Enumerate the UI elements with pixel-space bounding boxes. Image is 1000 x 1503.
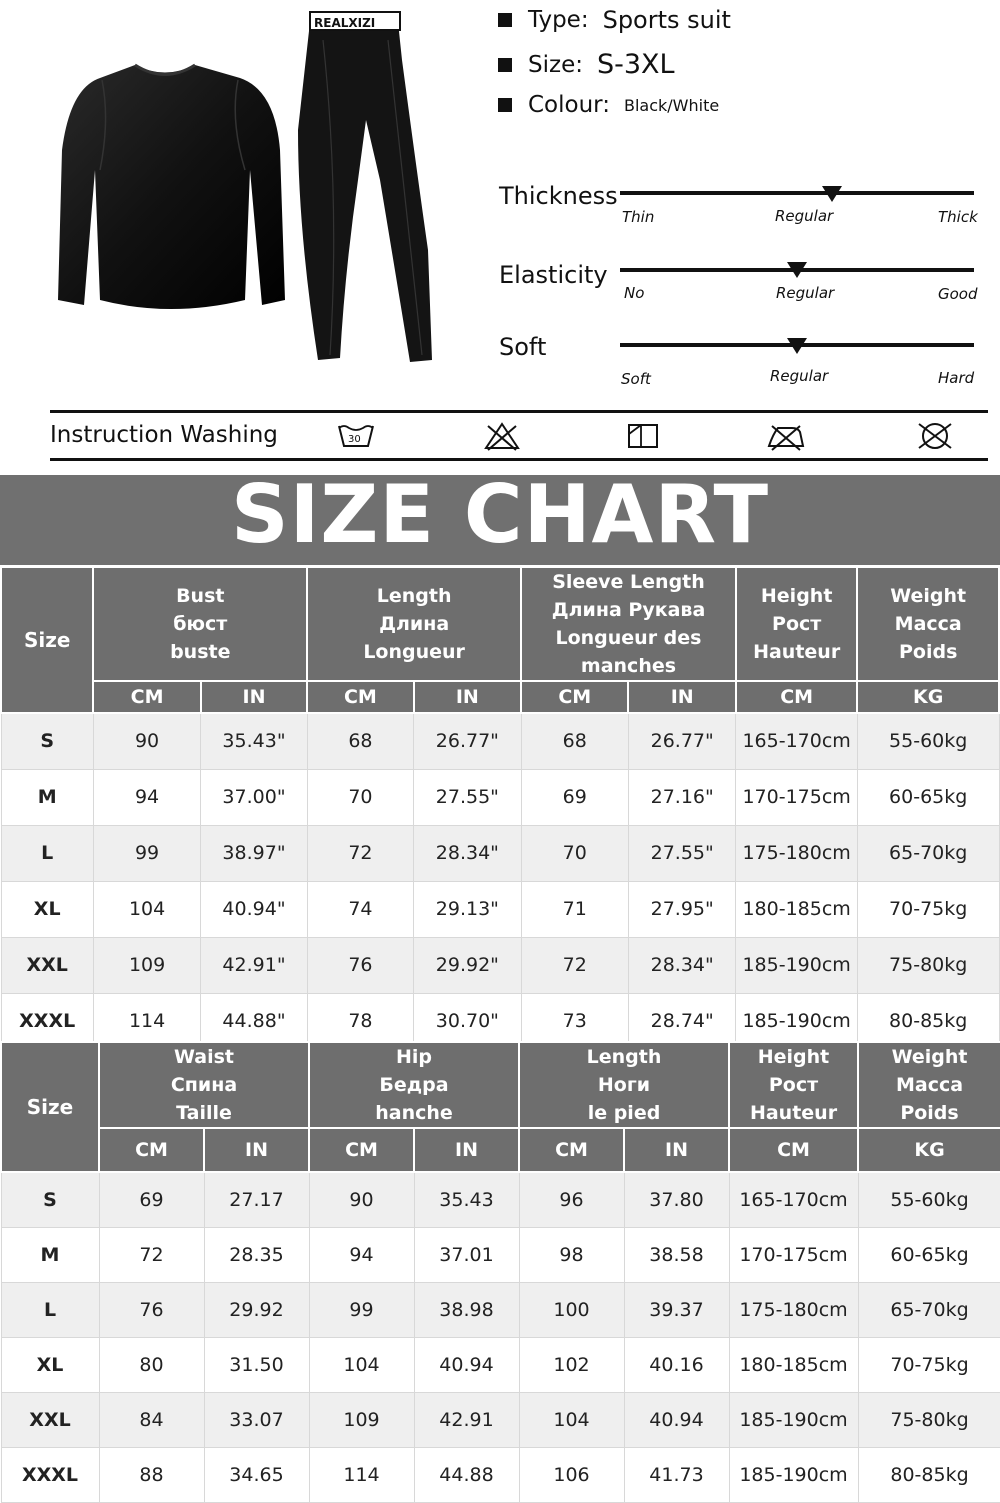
table-cell: 70	[521, 825, 628, 881]
table-cell: 34.65	[204, 1447, 309, 1502]
unit-header: CM	[93, 681, 200, 713]
table-cell: 185-190cm	[736, 993, 857, 1049]
weight-header	[858, 1042, 1000, 1128]
spec-size	[498, 49, 675, 80]
table-cell: 72	[521, 937, 628, 993]
header-line: Height	[757, 1046, 830, 1068]
no-iron-icon	[766, 420, 806, 452]
table-cell: 94	[309, 1227, 414, 1282]
table-cell: 33.07	[204, 1392, 309, 1447]
table-cell: 96	[519, 1172, 624, 1227]
spec-value: S-3XL	[596, 49, 675, 80]
scale-tick-left: Soft	[621, 370, 651, 388]
table-row	[1, 1172, 1000, 1227]
washing-label: Instruction Washing	[50, 422, 278, 448]
no-bleach-icon	[482, 420, 522, 452]
size-cell: XL	[1, 1337, 99, 1392]
table-cell: 28.34"	[628, 937, 735, 993]
scale-tick-right: Thick	[938, 208, 978, 226]
scale-marker-soft	[787, 338, 807, 354]
table-cell: 98	[519, 1227, 624, 1282]
table-cell: 104	[93, 881, 200, 937]
table-cell: 170-175cm	[736, 769, 857, 825]
table-cell: 35.43"	[201, 713, 307, 769]
sports-suit-image	[40, 0, 480, 380]
table-cell: 80	[99, 1337, 204, 1392]
unit-header: CM	[729, 1128, 858, 1172]
table-cell: 27.16"	[628, 769, 735, 825]
leg-length-header	[519, 1042, 729, 1128]
table-cell: 26.77"	[628, 713, 735, 769]
table-row	[1, 1282, 1000, 1337]
table-cell: 40.16	[624, 1337, 729, 1392]
table-cell: 65-70kg	[858, 1282, 1000, 1337]
table-cell: 37.01	[414, 1227, 519, 1282]
table-cell: 55-60kg	[858, 1172, 1000, 1227]
table-row	[1, 1227, 1000, 1282]
waistband-brand: REALXIZI	[314, 16, 376, 30]
table-cell: 90	[93, 713, 200, 769]
table-cell: 40.94	[624, 1392, 729, 1447]
size-cell: XXL	[1, 937, 93, 993]
header-line: Hip	[395, 1046, 432, 1068]
scale-tick-right: Hard	[938, 369, 975, 387]
unit-header: IN	[414, 1128, 519, 1172]
unit-header: CM	[519, 1128, 624, 1172]
scale-tick-mid: Regular	[775, 207, 834, 225]
table-cell: 99	[309, 1282, 414, 1337]
size-cell: XXXL	[1, 993, 93, 1049]
table-cell: 106	[519, 1447, 624, 1502]
header-line: Height	[760, 585, 833, 607]
table-cell: 175-180cm	[729, 1282, 858, 1337]
table-cell: 60-65kg	[858, 1227, 1000, 1282]
header-line: Рост	[768, 1074, 819, 1096]
shirt-shape	[58, 65, 285, 309]
header-line: buste	[170, 641, 231, 663]
table-cell: 55-60kg	[857, 713, 999, 769]
table-cell: 175-180cm	[736, 825, 857, 881]
table-cell: 38.97"	[201, 825, 307, 881]
unit-header: KG	[857, 681, 999, 713]
table-cell: 84	[99, 1392, 204, 1447]
height-header	[736, 567, 857, 681]
spec-colour	[498, 92, 719, 118]
unit-header: IN	[204, 1128, 309, 1172]
table-cell: 68	[521, 713, 628, 769]
scale-label-soft: Soft	[499, 333, 547, 361]
table-cell: 88	[99, 1447, 204, 1502]
table-cell: 76	[307, 937, 413, 993]
table-cell: 29.92	[204, 1282, 309, 1337]
bottom-size-table	[0, 1041, 1000, 1503]
unit-header: IN	[414, 681, 521, 713]
unit-header: CM	[521, 681, 628, 713]
table-cell: 44.88"	[201, 993, 307, 1049]
header-line: бюст	[173, 613, 228, 635]
hip-header	[309, 1042, 519, 1128]
header-line: Poids	[898, 641, 958, 663]
table-cell: 185-190cm	[729, 1392, 858, 1447]
table-cell: 68	[307, 713, 413, 769]
header-line: Waist	[173, 1046, 234, 1068]
bust-header	[93, 567, 307, 681]
unit-header: IN	[628, 681, 735, 713]
table-row	[1, 769, 999, 825]
table-cell: 26.77"	[414, 713, 521, 769]
spec-value: Black/White	[623, 95, 720, 115]
table-cell: 180-185cm	[729, 1337, 858, 1392]
table-cell: 72	[307, 825, 413, 881]
table-cell: 94	[93, 769, 200, 825]
header-line: Рост	[772, 613, 822, 635]
pants-shape	[298, 22, 432, 362]
size-cell: XXL	[1, 1392, 99, 1447]
scale-marker-elasticity	[787, 262, 807, 278]
header-line: Longueur	[363, 641, 465, 663]
table-row	[1, 881, 999, 937]
table-cell: 180-185cm	[736, 881, 857, 937]
table-cell: 35.43	[414, 1172, 519, 1227]
table-cell: 42.91	[414, 1392, 519, 1447]
table-cell: 109	[309, 1392, 414, 1447]
header-line: manches	[580, 655, 677, 677]
table-cell: 185-190cm	[729, 1447, 858, 1502]
size-chart-title: SIZE CHART	[0, 475, 1000, 565]
scale-label-thickness: Thickness	[499, 182, 618, 210]
table-cell: 80-85kg	[857, 993, 999, 1049]
table-cell: 75-80kg	[857, 937, 999, 993]
spec-type	[498, 6, 731, 34]
divider	[50, 458, 988, 461]
weight-header	[857, 567, 999, 681]
table-row	[1, 1447, 1000, 1502]
spec-value: Sports suit	[602, 6, 731, 34]
table-cell: 75-80kg	[858, 1392, 1000, 1447]
scale-tick-mid: Regular	[776, 284, 835, 302]
table-cell: 41.73	[624, 1447, 729, 1502]
table-cell: 70-75kg	[858, 1337, 1000, 1392]
size-cell: XXXL	[1, 1447, 99, 1502]
top-size-table	[0, 566, 1000, 1050]
table-row	[1, 825, 999, 881]
bullet-square-icon	[498, 98, 512, 112]
table-cell: 60-65kg	[857, 769, 999, 825]
table-cell: 39.37	[624, 1282, 729, 1337]
size-header: Size	[1, 567, 93, 713]
table-row	[1, 937, 999, 993]
size-cell: S	[1, 713, 93, 769]
table-cell: 165-170cm	[736, 713, 857, 769]
dry-flat-icon	[623, 420, 663, 452]
product-info-section	[0, 0, 1000, 475]
table-cell: 71	[521, 881, 628, 937]
table-cell: 114	[93, 993, 200, 1049]
table-cell: 44.88	[414, 1447, 519, 1502]
table-cell: 27.55"	[414, 769, 521, 825]
header-line: le pied	[587, 1102, 661, 1124]
unit-header: IN	[201, 681, 307, 713]
table-cell: 80-85kg	[858, 1447, 1000, 1502]
table-cell: 72	[99, 1227, 204, 1282]
table-cell: 28.74"	[628, 993, 735, 1049]
table-cell: 65-70kg	[857, 825, 999, 881]
bullet-square-icon	[498, 58, 512, 72]
table-cell: 40.94	[414, 1337, 519, 1392]
header-line: Спина	[170, 1074, 238, 1096]
unit-header: KG	[858, 1128, 1000, 1172]
table-cell: 104	[309, 1337, 414, 1392]
spec-key: Colour:	[528, 92, 610, 118]
table-cell: 114	[309, 1447, 414, 1502]
header-line: Length	[376, 585, 452, 607]
table-cell: 37.80	[624, 1172, 729, 1227]
spec-key: Type:	[528, 7, 589, 33]
table-cell: 70-75kg	[857, 881, 999, 937]
table-cell: 27.55"	[628, 825, 735, 881]
table-cell: 185-190cm	[736, 937, 857, 993]
divider	[50, 410, 988, 413]
scale-tick-mid: Regular	[770, 367, 829, 385]
table-cell: 69	[521, 769, 628, 825]
header-line: Длина Рукава	[551, 599, 706, 621]
table-cell: 28.35	[204, 1227, 309, 1282]
sleeve-length-header	[521, 567, 736, 681]
table-cell: 90	[309, 1172, 414, 1227]
unit-header: CM	[736, 681, 857, 713]
table-cell: 42.91"	[201, 937, 307, 993]
table-row	[1, 1337, 1000, 1392]
table-cell: 29.13"	[414, 881, 521, 937]
table-cell: 74	[307, 881, 413, 937]
unit-header: CM	[309, 1128, 414, 1172]
bullet-square-icon	[498, 13, 512, 27]
header-line: Длина	[379, 613, 450, 635]
header-line: Longueur des	[555, 627, 702, 649]
size-cell: M	[1, 769, 93, 825]
header-line: Taille	[176, 1102, 232, 1124]
header-line: Hauteur	[753, 641, 841, 663]
unit-header: CM	[99, 1128, 204, 1172]
header-line: Length	[586, 1046, 662, 1068]
table-cell: 76	[99, 1282, 204, 1337]
size-cell: M	[1, 1227, 99, 1282]
table-cell: 30.70"	[414, 993, 521, 1049]
size-chart	[0, 475, 1000, 1500]
table-cell: 100	[519, 1282, 624, 1337]
svg-text:30: 30	[348, 434, 361, 445]
table-cell: 170-175cm	[729, 1227, 858, 1282]
table-cell: 69	[99, 1172, 204, 1227]
length-header	[307, 567, 521, 681]
table-row	[1, 1392, 1000, 1447]
header-line: Sleeve Length	[552, 571, 705, 593]
header-line: Weight	[890, 585, 967, 607]
wash-30-icon	[336, 420, 376, 452]
header-line: Масса	[894, 613, 962, 635]
table-cell: 40.94"	[201, 881, 307, 937]
scale-tick-right: Good	[938, 285, 978, 303]
scale-marker-thickness	[822, 186, 842, 202]
header-line: Bust	[176, 585, 225, 607]
header-line: Poids	[900, 1102, 959, 1124]
spec-key: Size:	[528, 51, 583, 78]
table-cell: 73	[521, 993, 628, 1049]
size-cell: L	[1, 825, 93, 881]
table-cell: 27.17	[204, 1172, 309, 1227]
size-header: Size	[1, 1042, 99, 1172]
scale-label-elasticity: Elasticity	[499, 261, 608, 289]
no-tumble-dry-icon	[915, 420, 955, 452]
scale-track-thickness	[620, 191, 974, 195]
header-line: hanche	[375, 1102, 453, 1124]
header-line: Weight	[891, 1046, 968, 1068]
size-cell: XL	[1, 881, 93, 937]
header-line: Бедра	[379, 1074, 449, 1096]
unit-header: IN	[624, 1128, 729, 1172]
table-cell: 70	[307, 769, 413, 825]
table-cell: 29.92"	[414, 937, 521, 993]
table-cell: 165-170cm	[729, 1172, 858, 1227]
table-cell: 109	[93, 937, 200, 993]
table-cell: 38.58	[624, 1227, 729, 1282]
table-cell: 31.50	[204, 1337, 309, 1392]
waist-header	[99, 1042, 309, 1128]
table-cell: 28.34"	[414, 825, 521, 881]
table-cell: 102	[519, 1337, 624, 1392]
height-header	[729, 1042, 858, 1128]
table-row	[1, 713, 999, 769]
header-line: Масса	[895, 1074, 964, 1096]
unit-header: CM	[307, 681, 413, 713]
size-cell: S	[1, 1172, 99, 1227]
header-line: Ноги	[597, 1074, 651, 1096]
table-cell: 78	[307, 993, 413, 1049]
table-cell: 38.98	[414, 1282, 519, 1337]
header-line: Hauteur	[749, 1102, 838, 1124]
table-cell: 99	[93, 825, 200, 881]
size-cell: L	[1, 1282, 99, 1337]
table-cell: 37.00"	[201, 769, 307, 825]
scale-tick-left: No	[624, 284, 645, 302]
table-cell: 104	[519, 1392, 624, 1447]
scale-tick-left: Thin	[622, 208, 655, 226]
table-cell: 27.95"	[628, 881, 735, 937]
